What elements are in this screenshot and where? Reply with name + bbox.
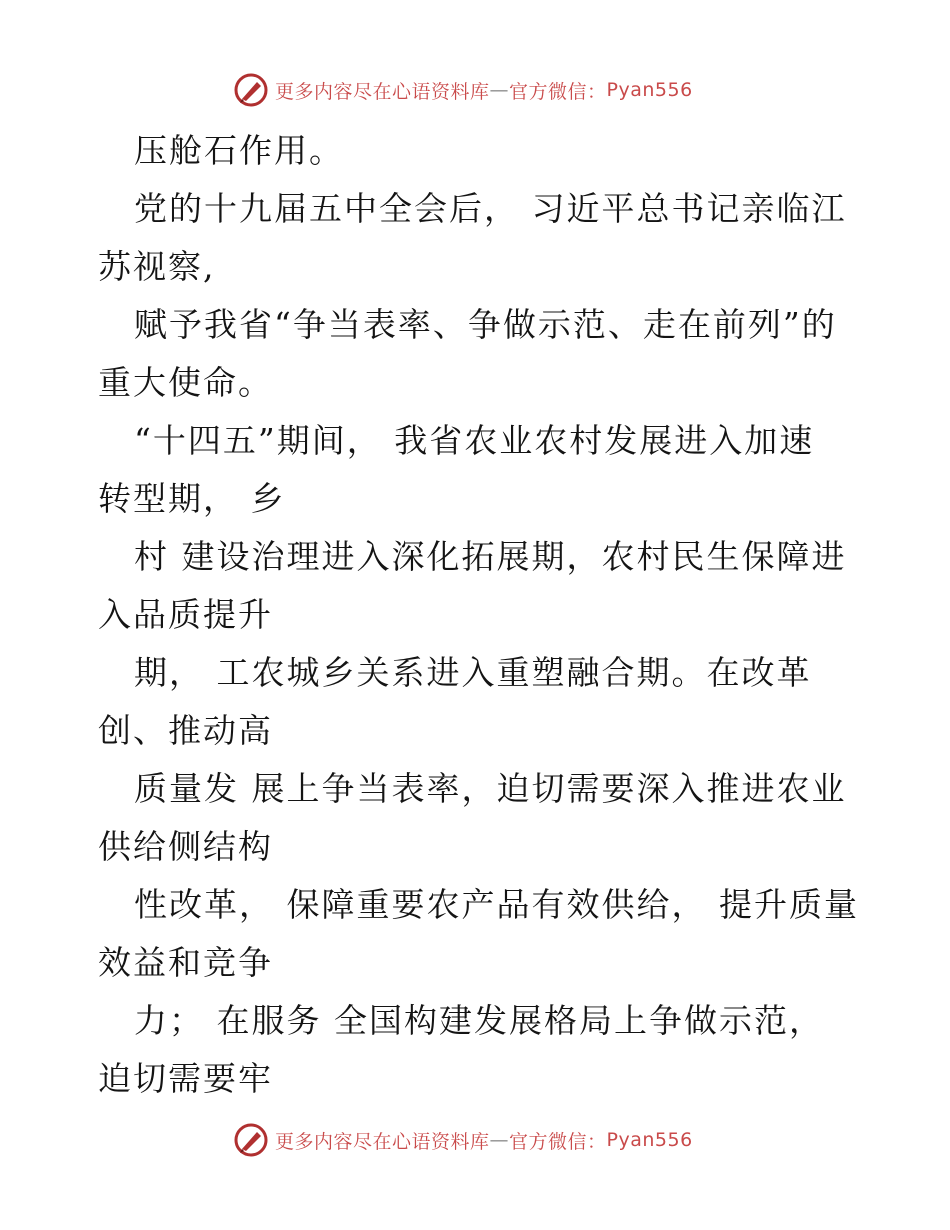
text-line: 力； 在服务 全国构建发展格局上争做示范，: [134, 1001, 824, 1040]
text-line: 压舱石作用。: [134, 131, 344, 170]
text-line: 效益和竞争: [98, 943, 273, 982]
text-line: 供给侧结构: [98, 827, 273, 866]
text-line: “十四五”期间， 我省农业农村发展进入加速: [134, 421, 815, 460]
pen-logo-icon: [233, 1122, 269, 1158]
document-body: [98, 122, 878, 1108]
text-line: 赋予我省“争当表率、争做示范、走在前列”的: [134, 305, 837, 344]
text-line: 村 建设治理进入深化拓展期，农村民生保障进: [134, 537, 847, 576]
watermark-footer: [233, 1122, 693, 1158]
watermark-wechat-id: Pyan556: [606, 79, 693, 101]
text-line: 入品质提升: [98, 595, 273, 634]
watermark-wechat-label: 官方微信：: [509, 1130, 607, 1153]
text-line: 党的十九届五中全会后， 习近平总书记亲临江: [134, 189, 847, 228]
watermark-dash: —: [489, 79, 510, 101]
watermark-brand-text: 更多内容尽在心语资料库: [275, 1130, 490, 1153]
text-line: 期， 工农城乡关系进入重塑融合期。在改革: [134, 653, 812, 692]
pen-logo-icon: [233, 72, 269, 108]
text-line: 质量发 展上争当表率，迫切需要深入推进农业: [134, 769, 847, 808]
watermark-wechat-label: 官方微信：: [509, 80, 607, 103]
text-line: 性改革， 保障重要农产品有效供给， 提升质量: [134, 885, 859, 924]
watermark-dash: —: [489, 1129, 510, 1151]
text-line: 创、推动高: [98, 711, 273, 750]
watermark-brand-text: 更多内容尽在心语资料库: [275, 80, 490, 103]
text-line: 重大使命。: [98, 363, 273, 402]
text-line: 迫切需要牢: [98, 1059, 273, 1098]
text-line: 转型期， 乡: [98, 479, 286, 518]
text-line: 苏视察,: [98, 247, 216, 286]
watermark-header: [233, 72, 693, 108]
watermark-wechat-id: Pyan556: [606, 1129, 693, 1151]
